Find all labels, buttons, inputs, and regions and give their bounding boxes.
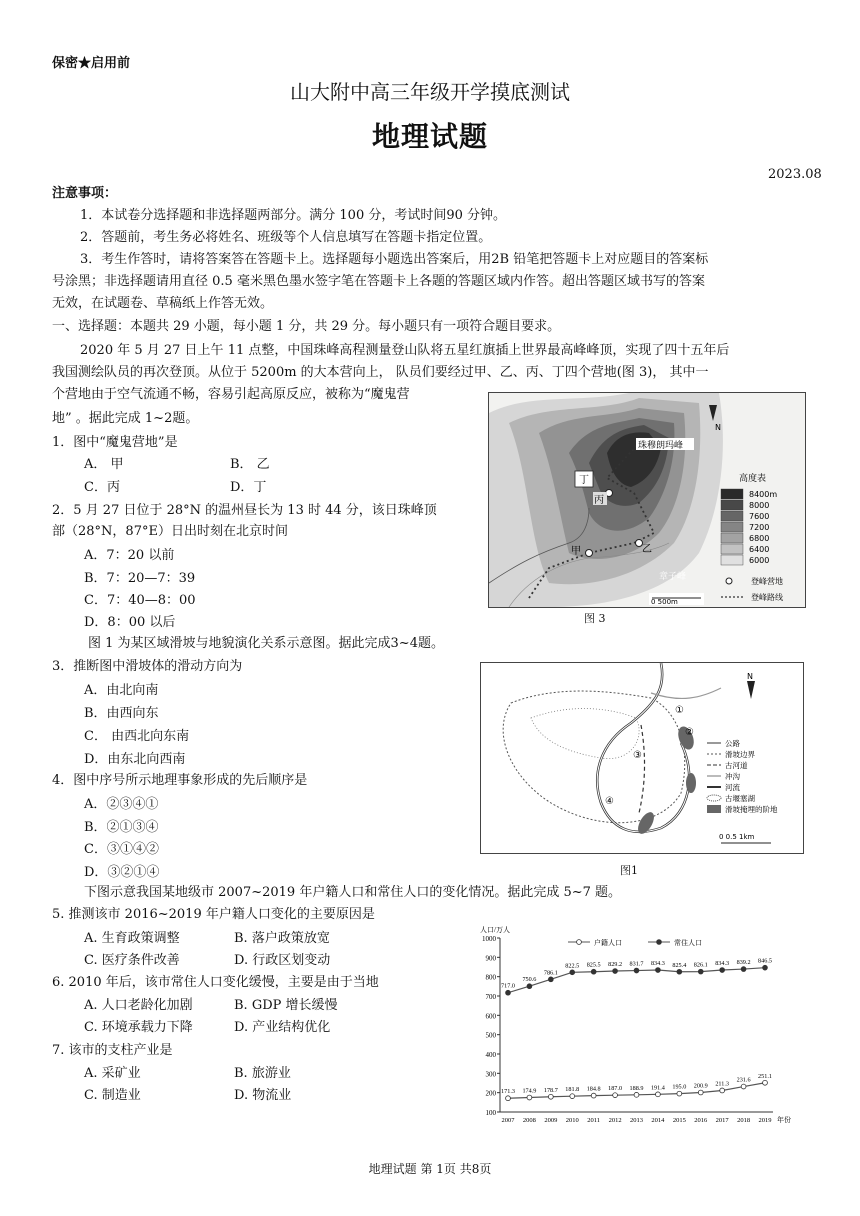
- data-point: [720, 1088, 725, 1093]
- north-label: N: [747, 672, 753, 681]
- q2-stem-line1: 2．5 月 27 日位于 28°N 的温州昼长为 13 时 44 分，该日珠峰顶: [52, 503, 437, 518]
- camp-legend-label: 登峰营地: [751, 577, 783, 586]
- x-tick-label: 2009: [544, 1117, 558, 1124]
- x-tick-label: 2008: [522, 1117, 536, 1124]
- legend-symbol: [707, 805, 721, 813]
- data-point: [677, 1091, 682, 1096]
- q7-option-d: D. 物流业: [234, 1088, 292, 1103]
- school-title: 山大附中高三年级开学摸底测试: [290, 80, 570, 104]
- legend-label: 古堰塞湖: [725, 794, 755, 803]
- label-1: ①: [675, 705, 684, 716]
- notice-item-1: 1．本试卷分选择题和非选择题两部分。满分 100 分，考试时间90 分钟。: [80, 208, 507, 223]
- legend-label: 公路: [725, 739, 740, 748]
- legend-swatch: [721, 500, 743, 510]
- q4-stem: 4．图中序号所示地理事象形成的先后顺序是: [52, 773, 308, 788]
- y-tick-label: 1000: [482, 935, 496, 943]
- q7-option-a: A. 采矿业: [84, 1066, 141, 1081]
- legend-label: 冲沟: [725, 772, 740, 781]
- data-label: 831.7: [629, 960, 644, 968]
- legend-value: 7600: [749, 512, 770, 521]
- q4-option-d: D．③②①④: [84, 865, 160, 880]
- x-tick-label: 2019: [758, 1117, 772, 1124]
- y-tick-label: 100: [485, 1109, 496, 1117]
- q3-option-c: C． 由西北向东南: [84, 729, 190, 744]
- passage1-line1: 2020 年 5 月 27 日上午 11 点整，中国珠峰高程测量登山队将五星红旗插上世界最高峰峰顶，实现了四十五年后: [80, 343, 730, 358]
- data-point: [741, 1084, 746, 1089]
- data-label: 829.2: [608, 961, 623, 969]
- label-2: ②: [685, 727, 694, 738]
- data-point: [548, 1094, 553, 1099]
- q5-option-c: C. 医疗条件改善: [84, 953, 180, 968]
- notice-item-2: 2．答题前，考生务必将姓名、班级等个人信息填写在答题卡指定位置。: [80, 230, 492, 245]
- camp-yi-label: 乙: [642, 544, 652, 555]
- data-label: 839.2: [736, 959, 751, 967]
- notice-item-3-line2: 号涂黑；非选择题请用直径 0.5 毫米黑色墨水签字笔在答题卡上各题的答题区域内作答。超出答题区域书写的答案: [52, 274, 705, 289]
- data-label: 834.3: [715, 960, 730, 968]
- x-tick-label: 2012: [608, 1117, 622, 1124]
- data-label: 188.9: [629, 1084, 644, 1092]
- y-tick-label: 800: [485, 973, 496, 982]
- confidential-mark: 保密★启用前: [52, 56, 131, 71]
- q2-option-a: A．7：20 以前: [84, 548, 175, 563]
- data-point: [570, 970, 575, 975]
- q2-option-d: D．8：00 以后: [84, 615, 176, 630]
- x-tick-label: 2015: [672, 1117, 686, 1124]
- q5-stem: 5. 推测该市 2016~2019 年户籍人口变化的主要原因是: [52, 907, 375, 922]
- figure-1-caption: 图1: [620, 864, 638, 877]
- camp-bing-label: 丙: [594, 495, 604, 506]
- y-tick-label: 700: [485, 993, 496, 1001]
- passage1-line3: 个营地由于空气流通不畅，容易引起高原反应，被称为“魔鬼营: [52, 387, 410, 402]
- figure-1-map: [480, 662, 804, 854]
- data-label: 251.1: [758, 1072, 772, 1080]
- map-scale: 0 0.5 1km: [719, 833, 755, 841]
- q6-option-b: B. GDP 增长缓慢: [234, 998, 338, 1013]
- q5-option-a: A. 生育政策调整: [84, 931, 180, 946]
- data-point: [506, 1096, 511, 1101]
- data-label: 184.8: [586, 1085, 601, 1093]
- section-heading: 一、选择题：本题共 29 小题，每小题 1 分，共 29 分。每小题只有一项符合题目要求。: [52, 319, 561, 334]
- data-label: 181.8: [565, 1086, 580, 1094]
- legend-value: 8400m: [749, 490, 778, 499]
- data-point: [527, 984, 532, 989]
- data-label: 178.7: [543, 1086, 558, 1094]
- figure-1-svg: [481, 663, 803, 853]
- x-tick-label: 2010: [565, 1117, 579, 1124]
- y-tick-label: 900: [485, 954, 496, 963]
- figure-3-map: [488, 392, 806, 608]
- x-tick-label: 2007: [501, 1117, 515, 1124]
- figure-3-caption: 图 3: [584, 612, 606, 625]
- q1-stem: 1．图中“魔鬼营地”是: [52, 435, 178, 450]
- data-point: [591, 969, 596, 974]
- passage3: 下图示意我国某地级市 2007~2019 年户籍人口和常住人口的变化情况。据此完成 5~7 题。: [84, 885, 622, 900]
- q1-option-c: C．丙: [84, 480, 120, 495]
- elevation-legend: [721, 489, 777, 565]
- data-point: [677, 969, 682, 974]
- legend-swatch: [721, 555, 743, 565]
- legend-value: 6800: [749, 534, 770, 543]
- legend-swatch: [721, 522, 743, 532]
- q1-option-d: D．丁: [230, 480, 267, 495]
- q3-option-a: A．由北向南: [84, 683, 159, 698]
- x-tick-label: 2016: [694, 1117, 708, 1124]
- legend-marker: [657, 940, 662, 945]
- y-tick-label: 400: [485, 1051, 496, 1059]
- passage1-line4: 地” 。据此完成 1~2题。: [52, 411, 199, 426]
- legend-swatch: [721, 544, 743, 554]
- page-footer: 地理试题 第 1页 共8页: [368, 1162, 492, 1176]
- q4-option-b: B．②①③④: [84, 820, 159, 835]
- data-point: [506, 990, 511, 995]
- legend-entry: 户籍人口: [594, 939, 622, 947]
- data-point: [634, 968, 639, 973]
- legend-value: 7200: [749, 523, 770, 532]
- q1-option-b: B． 乙: [230, 457, 270, 472]
- data-label: 174.9: [522, 1087, 537, 1095]
- legend-swatch: [721, 533, 743, 543]
- data-point: [527, 1095, 532, 1100]
- legend-value: 6000: [749, 556, 770, 565]
- legend-entry: 常住人口: [674, 939, 702, 947]
- camp-ding-label: 丁: [579, 475, 589, 486]
- data-label: 826.1: [693, 961, 708, 969]
- data-label: 846.5: [758, 957, 772, 965]
- legend-label: 古河道: [725, 761, 748, 770]
- data-label: 822.5: [565, 962, 580, 970]
- q5-option-d: D. 行政区划变动: [234, 953, 331, 968]
- q3-option-d: D．由东北向西南: [84, 752, 186, 767]
- data-point: [698, 1090, 703, 1095]
- data-point: [720, 968, 725, 973]
- legend-label: 滑坡掩埋的阶地: [725, 805, 778, 814]
- data-point: [763, 1080, 768, 1085]
- data-label: 786.1: [543, 969, 558, 977]
- data-point: [613, 969, 618, 974]
- data-point: [548, 977, 553, 982]
- data-label: 750.6: [522, 976, 537, 984]
- q3-stem: 3．推断图中滑坡体的滑动方向为: [52, 659, 243, 674]
- subject-title: 地理试题: [371, 120, 488, 153]
- data-label: 195.0: [672, 1083, 687, 1091]
- data-label: 211.3: [715, 1080, 730, 1088]
- q7-option-b: B. 旅游业: [234, 1066, 291, 1081]
- data-point: [570, 1094, 575, 1099]
- q6-option-d: D. 产业结构优化: [234, 1020, 331, 1035]
- north-arrow-icon: [747, 681, 755, 699]
- q6-option-a: A. 人口老龄化加剧: [84, 998, 193, 1013]
- figure-3-svg: [489, 393, 805, 607]
- legend-title: 高度表: [739, 473, 767, 483]
- data-point: [613, 1093, 618, 1098]
- q6-stem: 6. 2010 年后，该市常住人口变化缓慢，主要是由于当地: [52, 975, 379, 990]
- data-point: [763, 965, 768, 970]
- landslide-legend: [707, 738, 778, 814]
- notice-item-3-line3: 无效，在试题卷、草稿纸上作答无效。: [52, 296, 274, 311]
- other-peak-label: 章子峰: [659, 571, 687, 581]
- notice-heading: 注意事项：: [52, 186, 118, 201]
- legend-swatch: [721, 489, 743, 499]
- q4-option-a: A．②③④①: [84, 797, 159, 812]
- legend-label: 河流: [725, 783, 740, 792]
- y-axis-label: 人口/万人: [480, 926, 510, 934]
- data-label: 187.0: [608, 1085, 623, 1093]
- data-label: 825.5: [586, 961, 601, 969]
- data-label: 717.0: [501, 982, 515, 990]
- q6-option-c: C. 环境承载力下降: [84, 1020, 193, 1035]
- legend-value: 8000: [749, 501, 770, 510]
- y-tick-label: 300: [485, 1070, 496, 1079]
- x-tick-label: 2013: [630, 1117, 643, 1124]
- route-legend-label: 登峰路线: [751, 593, 783, 602]
- data-label: 231.6: [736, 1076, 751, 1084]
- q2-option-c: C．7：40—8：00: [84, 593, 196, 608]
- x-tick-label: 2018: [737, 1117, 751, 1124]
- label-3: ③: [633, 750, 642, 761]
- q1-option-a: A． 甲: [84, 457, 124, 472]
- population-chart: [468, 922, 818, 1132]
- q7-option-c: C. 制造业: [84, 1088, 141, 1103]
- map-scale: 0 500m: [651, 598, 678, 606]
- data-label: 834.3: [650, 960, 665, 968]
- legend-marker: [577, 940, 582, 945]
- data-label: 191.4: [650, 1084, 665, 1092]
- y-tick-label: 500: [485, 1031, 496, 1040]
- label-4: ④: [605, 796, 614, 807]
- legend-value: 6400: [749, 545, 770, 554]
- camp-jia-label: 甲: [571, 546, 581, 557]
- everest-label: 珠穆朗玛峰: [638, 440, 684, 450]
- data-point: [656, 1092, 661, 1097]
- q5-option-b: B. 落户政策放宽: [234, 931, 330, 946]
- data-label: 825.4: [672, 961, 687, 969]
- data-label: 200.9: [693, 1082, 708, 1090]
- x-axis-label: 年份: [777, 1116, 791, 1124]
- passage1-line2: 我国测绘队员的再次登顶。从位于 5200m 的大本营向上， 队员们要经过甲、乙、丙、丁四个营地(图 3)， 其中一: [52, 365, 709, 380]
- x-tick-label: 2017: [715, 1117, 729, 1124]
- data-point: [656, 968, 661, 973]
- data-point: [698, 969, 703, 974]
- y-tick-label: 200: [485, 1089, 496, 1098]
- q2-option-b: B．7：20—7：39: [84, 571, 196, 586]
- notice-item-3-line1: 3．考生作答时，请将答案答在答题卡上。选择题每小题选出答案后，用2B 铅笔把答题卡上对应题目的答案标: [80, 252, 709, 267]
- x-tick-label: 2011: [587, 1117, 601, 1124]
- x-tick-label: 2014: [651, 1117, 665, 1124]
- legend-symbol: [707, 795, 721, 801]
- data-point: [634, 1092, 639, 1097]
- q4-option-c: C．③①④②: [84, 842, 159, 857]
- data-point: [741, 967, 746, 972]
- exam-date: 2023.08: [768, 167, 822, 182]
- q2-stem-line2: 部（28°N，87°E）日出时刻在北京时间: [52, 524, 288, 539]
- data-point: [591, 1093, 596, 1098]
- legend-label: 滑坡边界: [725, 750, 755, 759]
- q7-stem: 7. 该市的支柱产业是: [52, 1043, 173, 1058]
- data-label: 171.3: [501, 1088, 515, 1096]
- north-label: N: [715, 423, 721, 432]
- q3-option-b: B．由西向东: [84, 706, 159, 721]
- legend-swatch: [721, 511, 743, 521]
- y-tick-label: 600: [485, 1012, 496, 1021]
- passage2: 图 1 为某区域滑坡与地貌演化关系示意图。据此完成3~4题。: [88, 636, 444, 651]
